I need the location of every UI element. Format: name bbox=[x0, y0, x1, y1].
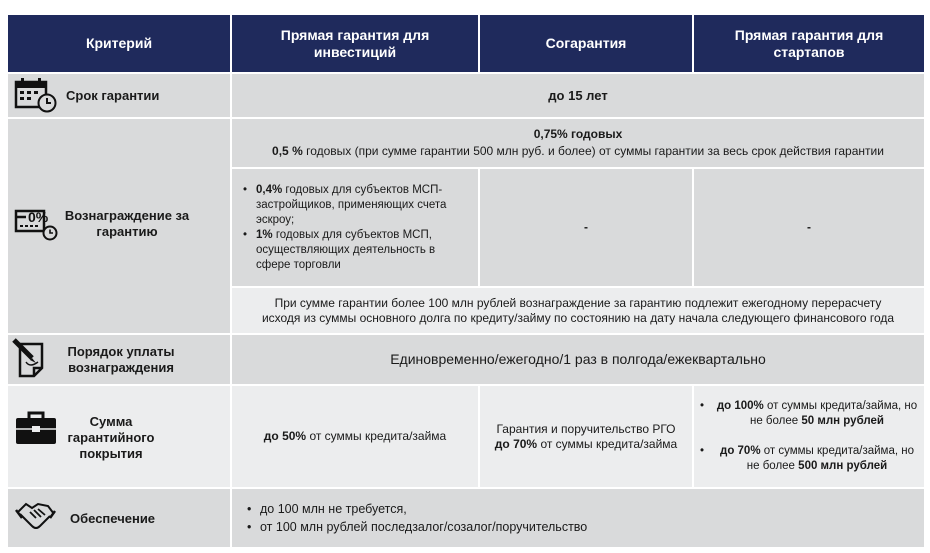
fee-rate-line2 bbox=[272, 144, 884, 159]
bullet-icon: • bbox=[700, 444, 705, 457]
coverage-co-rest: от суммы кредита/займа bbox=[540, 436, 678, 451]
coverage-investment-rest: от суммы кредита/займа bbox=[309, 429, 447, 443]
row-term-label: Срок гарантии bbox=[66, 88, 160, 103]
bullet-text: годовых для субъектов МСП, осуществляющих деятельность в сфере торговли bbox=[256, 228, 436, 271]
header-co-guarantee: Согарантия bbox=[480, 15, 692, 72]
bullet-text: годовых для субъектов МСП-застройщиков, применяющих счета эскроу; bbox=[256, 183, 447, 226]
header-criterion: Критерий bbox=[8, 15, 230, 72]
bullet-text: от суммы кредита/займа, но не более bbox=[746, 444, 914, 472]
bullet-bold: до 100% bbox=[716, 400, 764, 413]
coverage-startups-item bbox=[700, 399, 918, 429]
calendar-clock-icon bbox=[14, 77, 60, 113]
fee-investment-list bbox=[242, 183, 468, 273]
percent-card-icon bbox=[14, 205, 62, 241]
list-item: • до 100 млн не требуется, bbox=[260, 500, 587, 518]
row-collateral-label: Обеспечение bbox=[70, 511, 156, 526]
fee-rate-line1: 0,75% годовых bbox=[533, 127, 623, 141]
coverage-investment-bold: до 50% bbox=[263, 429, 307, 443]
briefcase-icon bbox=[14, 410, 58, 446]
bullet-bold: 0,4% bbox=[256, 183, 283, 196]
coverage-co-bold: до 70% bbox=[494, 436, 538, 451]
row-fee-rate bbox=[232, 119, 924, 167]
row-collateral-value bbox=[232, 489, 924, 547]
row-fee-investment bbox=[232, 169, 478, 286]
row-fee-label: Вознаграждение за гарантию bbox=[64, 208, 190, 239]
row-payment-value: Единовременно/ежегодно/1 раз в полгода/ежеквартально bbox=[232, 335, 924, 384]
bullet-text: от суммы кредита/займа, но не более bbox=[749, 400, 918, 428]
bullet-bold-2: 50 млн рублей bbox=[801, 415, 885, 428]
bullet-bold: 1% bbox=[256, 228, 273, 241]
row-coverage-investment bbox=[232, 386, 478, 487]
row-fee-note: При сумме гарантии более 100 млн рублей вознаграждение за гарантию подлежит ежегодному перерасчету исходя из суммы основного долга по кредиту/займу по состоянию на дату начала следующего финансового года bbox=[232, 288, 924, 333]
coverage-co-line2 bbox=[495, 437, 677, 452]
handshake-icon bbox=[14, 498, 56, 536]
list-item bbox=[256, 183, 468, 228]
collateral-list bbox=[242, 500, 587, 536]
row-coverage-startups bbox=[694, 386, 924, 487]
row-coverage-label: Сумма гарантийного покрытия bbox=[67, 414, 155, 461]
list-item: • от 100 млн рублей последзалог/созалог/поручительство bbox=[260, 518, 587, 536]
list-item bbox=[256, 228, 468, 273]
coverage-startups-item bbox=[700, 444, 918, 474]
header-direct-startups: Прямая гарантия для стартапов bbox=[694, 15, 924, 72]
document-pen-icon bbox=[12, 338, 52, 380]
bullet-bold: до 70% bbox=[720, 444, 761, 457]
row-payment-label: Порядок уплаты вознаграждения bbox=[67, 344, 175, 375]
row-coverage-co-guarantee bbox=[480, 386, 692, 487]
row-term-value: до 15 лет bbox=[232, 74, 924, 117]
coverage-co-line1: Гарантия и поручительство РГО bbox=[496, 421, 676, 436]
bullet-icon: • bbox=[700, 400, 705, 413]
header-direct-investment: Прямая гарантия для инвестиций bbox=[232, 15, 478, 72]
bullet-bold-2: 500 млн рублей bbox=[798, 459, 888, 472]
fee-rate-line2-rest: годовых (при сумме гарантии 500 млн руб. и более) от суммы гарантии за весь срок действия гарантии bbox=[306, 144, 884, 158]
row-fee-startups: - bbox=[694, 169, 924, 286]
row-fee-co-guarantee: - bbox=[480, 169, 692, 286]
svg-text:0%: 0% bbox=[28, 209, 49, 225]
fee-rate-line2-bold: 0,5 % bbox=[272, 144, 303, 158]
